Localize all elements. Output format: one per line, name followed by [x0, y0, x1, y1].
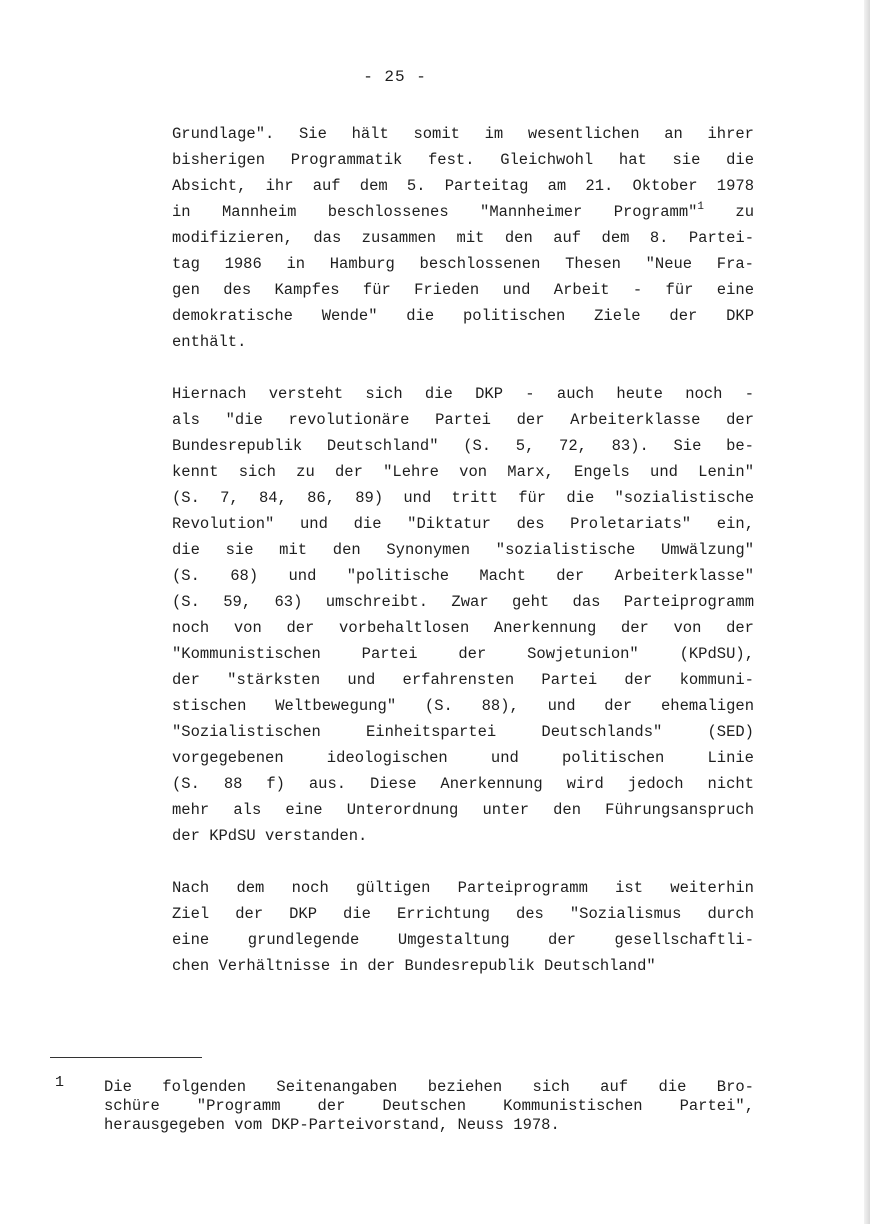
text-line-with-footnote — [172, 199, 754, 225]
text-line: Nach dem noch gültigen Parteiprogramm ist weiterhin — [172, 879, 754, 897]
text-line: die sie mit den Synonymen "sozialistische Umwälzung" — [172, 541, 754, 559]
text-line: chen Verhältnisse in der Bundesrepublik Deutschland" — [172, 957, 656, 975]
text-line-part: in Mannheim beschlossenes "Mannheimer Programm" — [172, 203, 698, 221]
text-line: modifizieren, das zusammen mit den auf dem 8. Partei- — [172, 229, 754, 247]
footnote-marker: 1 — [55, 1074, 65, 1091]
page-edge-shadow — [864, 0, 870, 1224]
text-line: "Kommunistischen Partei der Sowjetunion" (KPdSU), — [172, 645, 754, 663]
text-line: der "stärksten und erfahrensten Partei der kommuni- — [172, 671, 754, 689]
page-number: - 25 - — [363, 68, 427, 86]
text-line: gen des Kampfes für Frieden und Arbeit - für eine — [172, 281, 754, 299]
text-line: (S. 88 f) aus. Diese Anerkennung wird jedoch nicht — [172, 775, 754, 793]
text-line: Grundlage". Sie hält somit im wesentlichen an ihrer — [172, 125, 754, 143]
footnote-line: herausgegeben vom DKP-Parteivorstand, Neuss 1978. — [104, 1116, 560, 1134]
text-line: Absicht, ihr auf dem 5. Parteitag am 21. Oktober 1978 — [172, 177, 754, 195]
text-line: (S. 7, 84, 86, 89) und tritt für die "sozialistische — [172, 489, 754, 507]
text-line: Hiernach versteht sich die DKP - auch heute noch - — [172, 385, 754, 403]
text-line: demokratische Wende" die politischen Ziele der DKP — [172, 307, 754, 325]
text-line: enthält. — [172, 333, 247, 351]
text-line: der KPdSU verstanden. — [172, 827, 368, 845]
footnote-line: schüre "Programm der Deutschen Kommunistischen Partei", — [104, 1097, 754, 1115]
text-line: als "die revolutionäre Partei der Arbeiterklasse der — [172, 411, 754, 429]
text-line: "Sozialistischen Einheitspartei Deutschlands" (SED) — [172, 723, 754, 741]
text-line: (S. 59, 63) umschreibt. Zwar geht das Parteiprogramm — [172, 593, 754, 611]
text-line: mehr als eine Unterordnung unter den Führungsanspruch — [172, 801, 754, 819]
body-text — [172, 121, 754, 1005]
paragraph-3 — [172, 875, 754, 979]
text-line: Bundesrepublik Deutschland" (S. 5, 72, 83). Sie be- — [172, 437, 754, 455]
text-line: Ziel der DKP die Errichtung des "Sozialismus durch — [172, 905, 754, 923]
footnote-separator — [50, 1057, 202, 1058]
text-line: vorgegebenen ideologischen und politischen Linie — [172, 749, 754, 767]
text-line: eine grundlegende Umgestaltung der gesellschaftli- — [172, 931, 754, 949]
text-line: noch von der vorbehaltlosen Anerkennung der von der — [172, 619, 754, 637]
text-line: Revolution" und die "Diktatur des Proletariats" ein, — [172, 515, 754, 533]
paragraph-2 — [172, 381, 754, 849]
text-line: bisherigen Programmatik fest. Gleichwohl hat sie die — [172, 151, 754, 169]
footnote-line: Die folgenden Seitenangaben beziehen sich auf die Bro- — [104, 1078, 754, 1096]
text-line: kennt sich zu der "Lehre von Marx, Engels und Lenin" — [172, 463, 754, 481]
text-line: (S. 68) und "politische Macht der Arbeiterklasse" — [172, 567, 754, 585]
footnote — [104, 1078, 754, 1135]
paragraph-1 — [172, 121, 754, 355]
text-line: tag 1986 in Hamburg beschlossenen Thesen "Neue Fra- — [172, 255, 754, 273]
text-line: stischen Weltbewegung" (S. 88), und der ehemaligen — [172, 697, 754, 715]
text-line-part: zu — [704, 203, 754, 221]
footnote-reference: 1 — [697, 201, 705, 213]
